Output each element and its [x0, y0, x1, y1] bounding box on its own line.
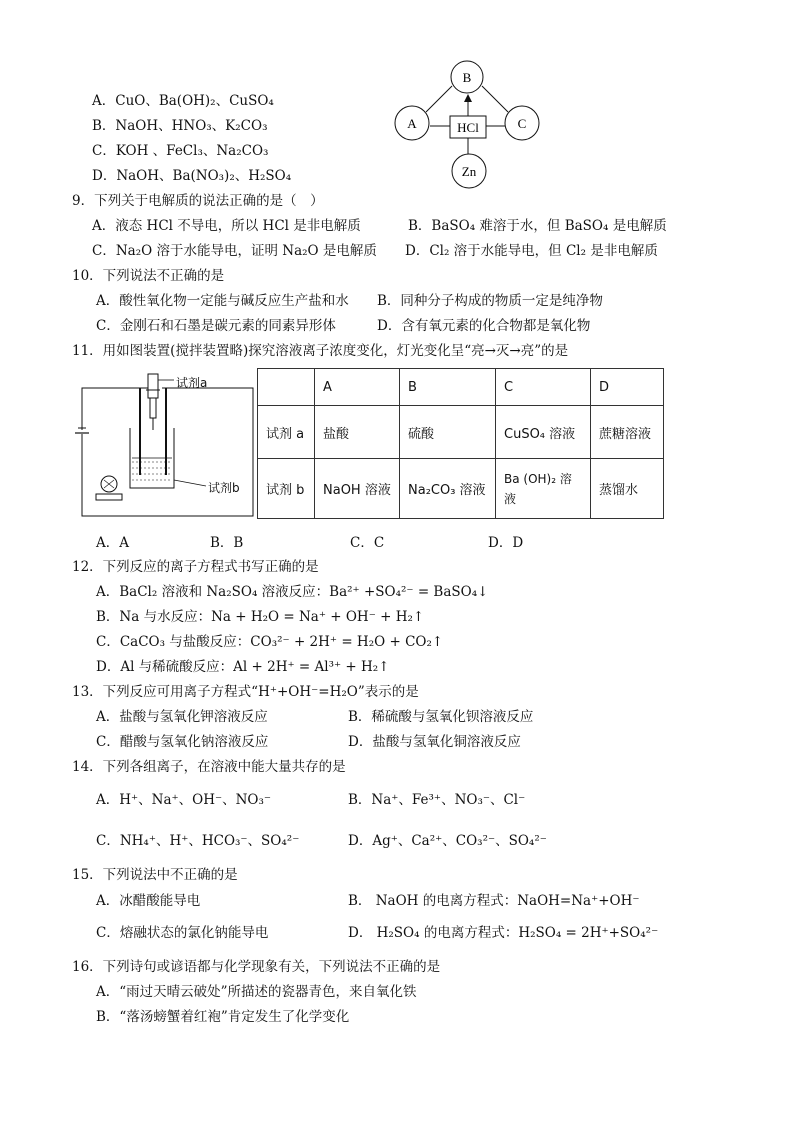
node-c-label: C [517, 116, 527, 131]
table-header-cell: B [400, 369, 496, 406]
table-header-cell: A [315, 369, 400, 406]
q14-option-b: B．Na⁺、Fe³⁺、NO₃⁻、Cl⁻ [348, 792, 526, 808]
conductivity-apparatus [70, 370, 255, 520]
q13-option-c: C．醋酸与氢氧化钠溶液反应 [96, 734, 269, 750]
q14-stem: 14．下列各组离子，在溶液中能大量共存的是 [72, 759, 346, 775]
q9-stem: 9．下列关于电解质的说法正确的是（ ） [72, 193, 324, 209]
q14-option-a: A．H⁺、Na⁺、OH⁻、NO₃⁻ [96, 792, 272, 808]
q14-option-c: C．NH₄⁺、H⁺、HCO₃⁻、SO₄²⁻ [96, 833, 300, 849]
q15-option-d: D． H₂SO₄ 的电离方程式：H₂SO₄ = 2H⁺+SO₄²⁻ [348, 925, 659, 941]
reagents-table [257, 368, 664, 519]
table-cell: Na₂CO₃ 溶液 [400, 459, 496, 519]
q15-option-c: C．熔融状态的氯化钠能导电 [96, 925, 269, 941]
q14-option-d: D．Ag⁺、Ca²⁺、CO₃²⁻、SO₄²⁻ [348, 833, 547, 849]
q13-option-d: D．盐酸与氢氧化铜溶液反应 [348, 734, 521, 750]
table-cell: 蔗糖溶液 [591, 406, 664, 459]
q13-option-a: A．盐酸与氢氧化钾溶液反应 [96, 709, 268, 725]
q12-option-d: D．Al 与稀硫酸反应：Al + 2H⁺ = Al³⁺ + H₂↑ [96, 659, 390, 675]
q9-option-b: B．BaSO₄ 难溶于水，但 BaSO₄ 是电解质 [408, 218, 667, 234]
table-row-label: 试剂 b [258, 459, 315, 519]
table-cell: 硫酸 [400, 406, 496, 459]
q10-option-d: D．含有氧元素的化合物都是氧化物 [377, 318, 591, 334]
table-row [258, 406, 664, 459]
reagent-b-label: 试剂b [208, 481, 240, 495]
q16-option-b: B．“落汤螃蟹着红袍”肯定发生了化学变化 [96, 1009, 350, 1025]
node-zn-label: Zn [461, 164, 477, 179]
reagent-a-label: 试剂a [176, 376, 208, 390]
q11-option-b: B．B [210, 535, 244, 551]
q11-option-d: D．D [488, 535, 524, 551]
q15-option-b: B． NaOH 的电离方程式：NaOH=Na⁺+OH⁻ [348, 893, 640, 909]
q11-stem: 11．用如图装置(搅拌装置略)探究溶液离子浓度变化，灯光变化呈“亮→灭→亮”的是 [72, 343, 569, 359]
q15-option-a: A．冰醋酸能导电 [96, 893, 201, 909]
table-header-cell: D [591, 369, 664, 406]
table-row [258, 459, 664, 519]
q12-option-b: B．Na 与水反应：Na + H₂O = Na⁺ + OH⁻ + H₂↑ [96, 609, 425, 625]
q15-stem: 15．下列说法中不正确的是 [72, 867, 238, 883]
table-cell: 蒸馏水 [591, 459, 664, 519]
q12-stem: 12．下列反应的离子方程式书写正确的是 [72, 559, 319, 575]
q8-option-a: A．CuO、Ba(OH)₂、CuSO₄ [92, 93, 274, 109]
q10-option-b: B．同种分子构成的物质一定是纯净物 [377, 293, 603, 309]
node-hcl-label: HCl [457, 120, 479, 135]
q10-stem: 10．下列说法不正确的是 [72, 268, 225, 284]
q9-option-c: C．Na₂O 溶于水能导电，证明 Na₂O 是电解质 [92, 243, 377, 259]
q12-option-a: A．BaCl₂ 溶液和 Na₂SO₄ 溶液反应：Ba²⁺ +SO₄²⁻ = BaSO₄↓ [96, 584, 489, 600]
q13-stem: 13．下列反应可用离子方程式“H⁺+OH⁻=H₂O”表示的是 [72, 684, 419, 700]
table-header-row [258, 369, 664, 406]
table-cell [496, 459, 591, 519]
table-cell: NaOH 溶液 [315, 459, 400, 519]
table-cell-line: Ba (OH)₂ 溶 [504, 471, 572, 486]
table-cell: CuSO₄ 溶液 [496, 406, 591, 459]
node-b-label: B [462, 70, 472, 85]
q10-option-a: A．酸性氧化物一定能与碱反应生产盐和水 [96, 293, 349, 309]
q8-option-c: C．KOH 、FeCl₃、Na₂CO₃ [92, 143, 269, 159]
q8-option-d: D．NaOH、Ba(NO₃)₂、H₂SO₄ [92, 168, 292, 184]
q8-option-b: B．NaOH、HNO₃、K₂CO₃ [92, 118, 268, 134]
q9-option-d: D．Cl₂ 溶于水能导电，但 Cl₂ 是非电解质 [405, 243, 658, 259]
table-row-label: 试剂 a [258, 406, 315, 459]
reaction-diagram [390, 58, 550, 190]
table-cell: 盐酸 [315, 406, 400, 459]
table-cell-line: 液 [504, 491, 517, 506]
q11-option-a: A．A [96, 535, 129, 551]
table-header-cell: C [496, 369, 591, 406]
q13-option-b: B．稀硫酸与氢氧化钡溶液反应 [348, 709, 534, 725]
node-a-label: A [407, 116, 417, 131]
q16-stem: 16．下列诗句或谚语都与化学现象有关，下列说法不正确的是 [72, 959, 441, 975]
q12-option-c: C．CaCO₃ 与盐酸反应：CO₃²⁻ + 2H⁺ = H₂O + CO₂↑ [96, 634, 444, 650]
q11-option-c: C．C [350, 535, 385, 551]
table-header-cell [258, 369, 315, 406]
q10-option-c: C．金刚石和石墨是碳元素的同素异形体 [96, 318, 336, 334]
q16-option-a: A．“雨过天晴云破处”所描述的瓷器青色，来自氧化铁 [96, 984, 417, 1000]
q9-option-a: A．液态 HCl 不导电，所以 HCl 是非电解质 [92, 218, 361, 234]
